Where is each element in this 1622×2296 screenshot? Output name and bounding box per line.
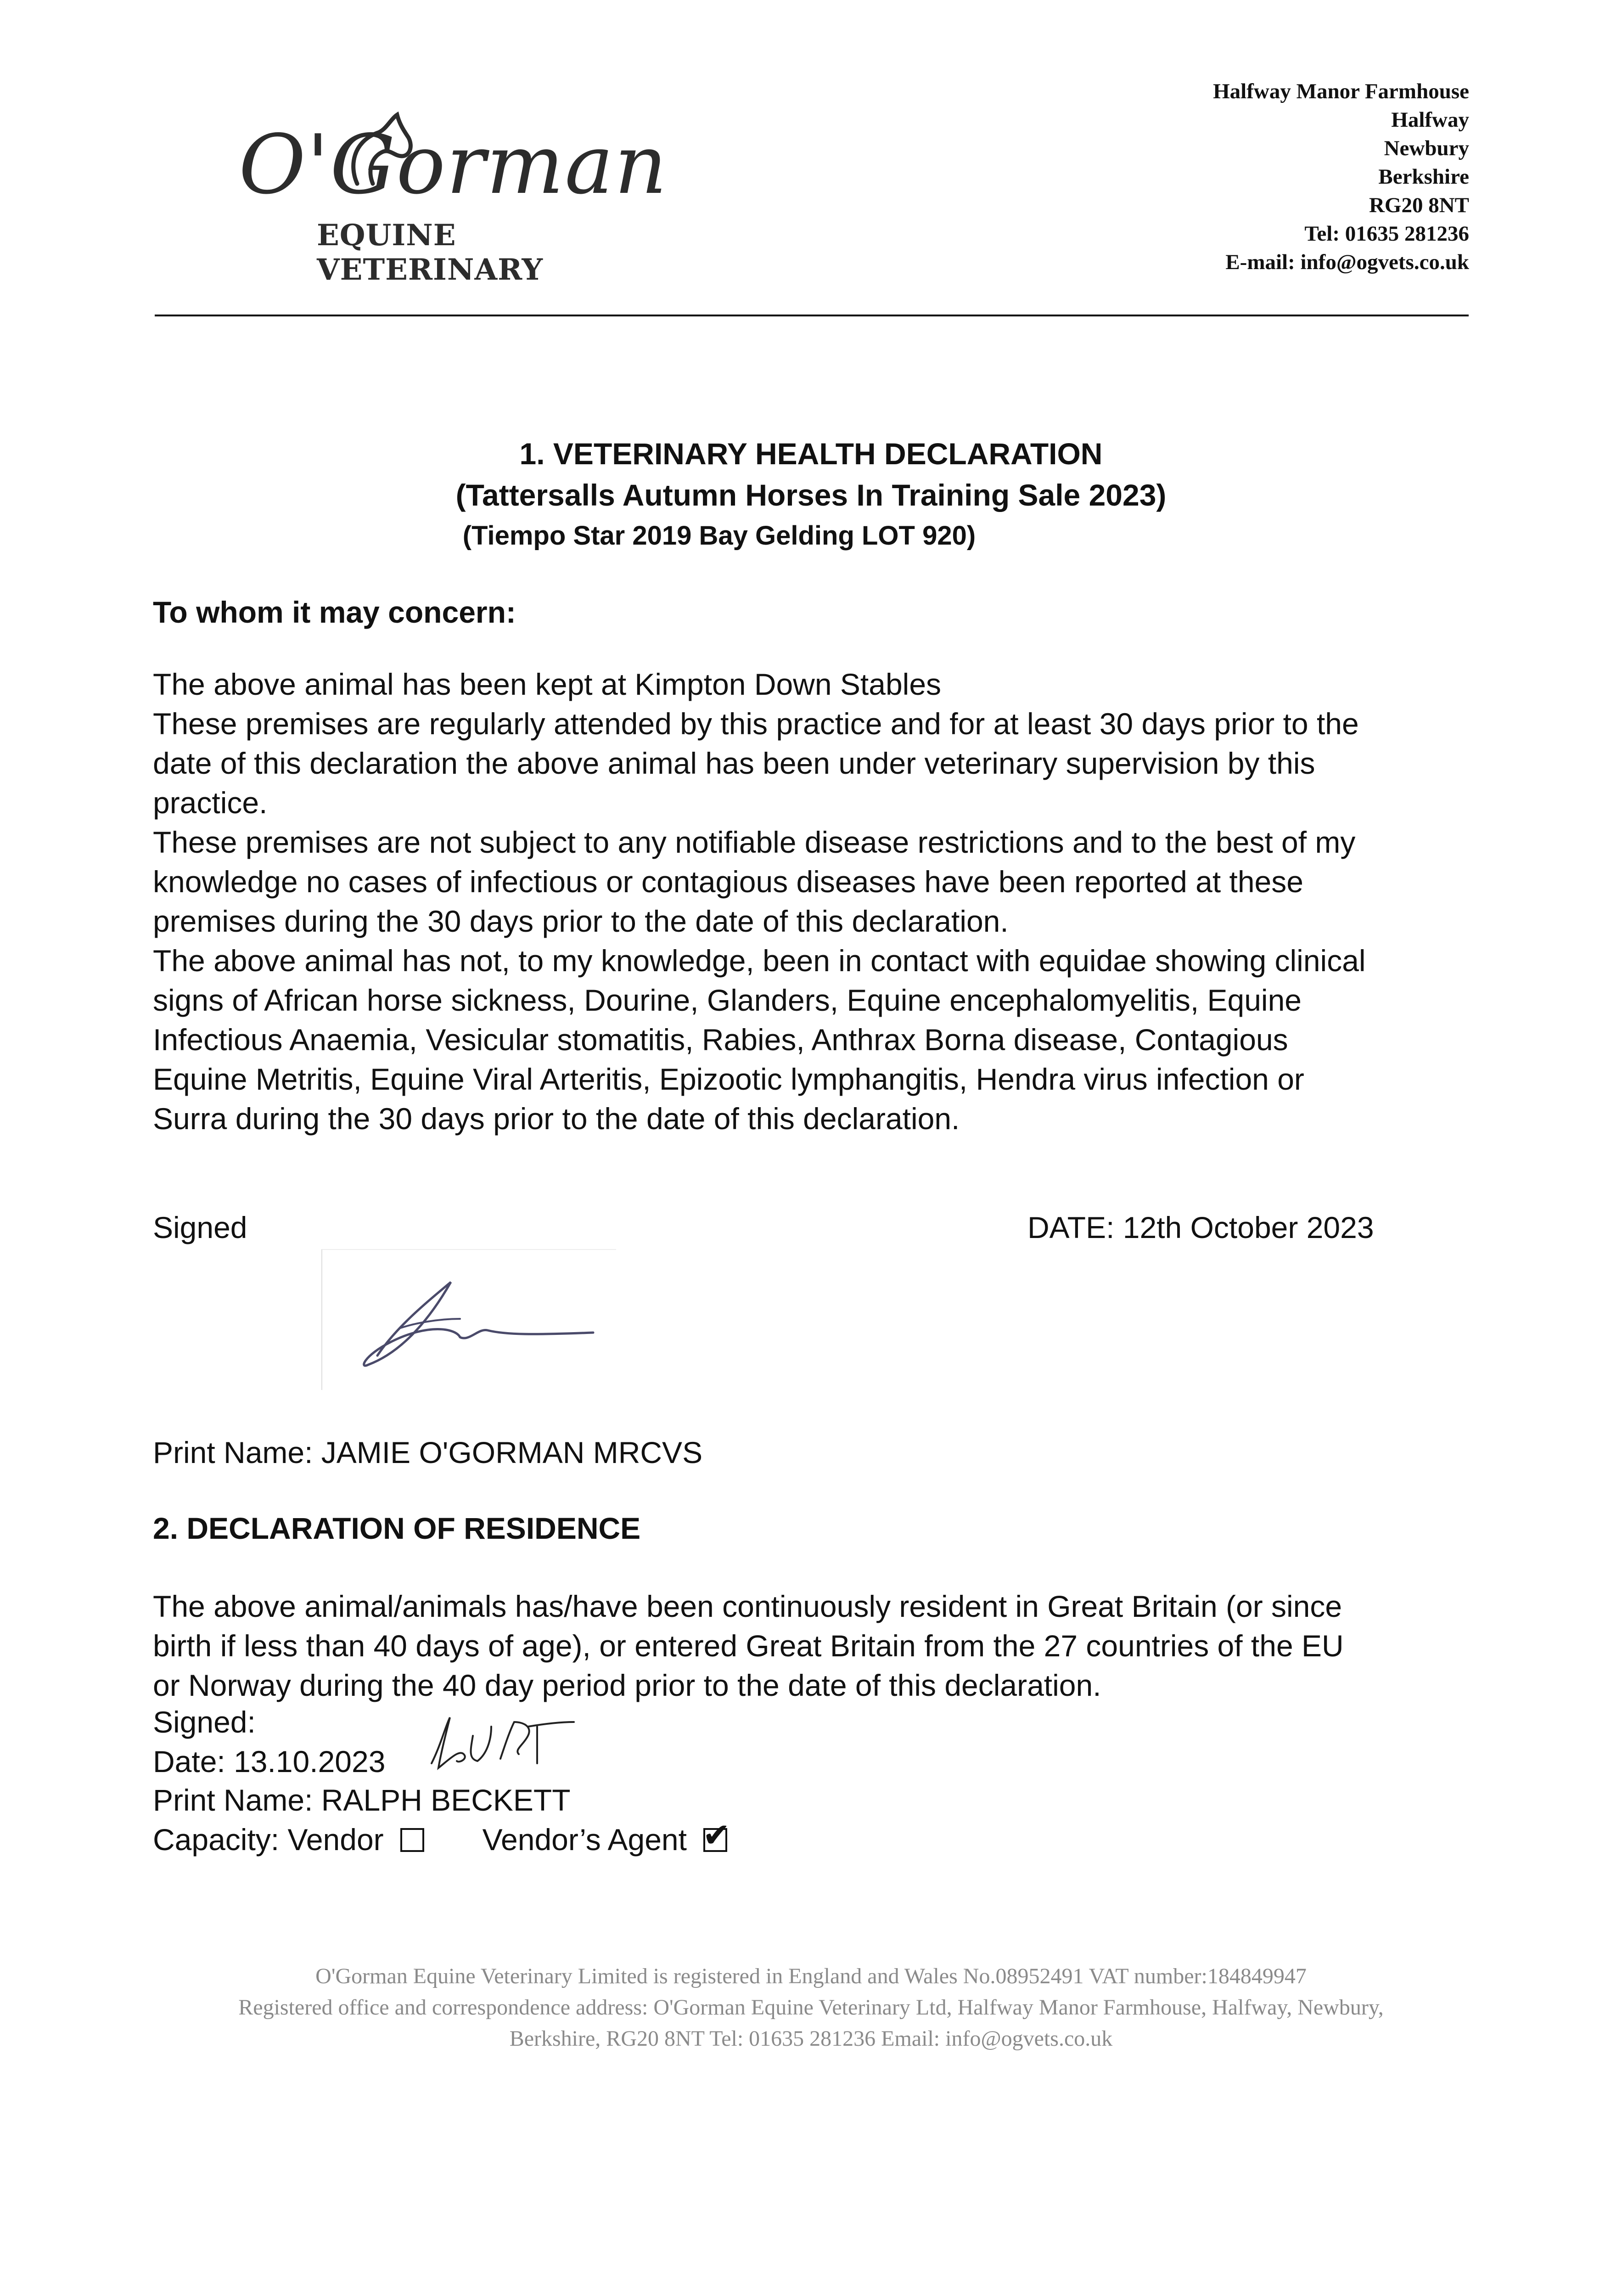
signed-label-vet: Signed	[153, 1210, 247, 1244]
logo-wordmark: O'Gorman	[239, 117, 668, 212]
print-name-vendor: Print Name: RALPH BECKETT	[153, 1783, 571, 1817]
address-line: Halfway Manor Farmhouse	[1213, 79, 1469, 103]
horse-lot-info: (Tiempo Star 2019 Bay Gelding LOT 920)	[462, 521, 976, 551]
vet-signature	[321, 1249, 616, 1390]
signed-label-vendor: Signed:	[153, 1705, 256, 1739]
residence-heading: 2. DECLARATION OF RESIDENCE	[153, 1511, 641, 1545]
health-declaration-body	[153, 664, 1484, 1138]
body-line: The above animal has been kept at Kimpton Down Stables	[153, 667, 942, 701]
declaration-date-vet: DATE: 12th October 2023	[1027, 1210, 1374, 1244]
residence-declaration-body	[153, 1587, 1484, 1705]
body-line: signs of African horse sickness, Dourine, Glanders, Equine encephalomyelitis, Equine	[153, 983, 1302, 1017]
vet-signature-scribble	[322, 1250, 616, 1390]
salutation: To whom it may concern:	[153, 595, 516, 629]
body-line: or Norway during the 40 day period prior to the date of this declaration.	[153, 1668, 1101, 1702]
vendor-checkbox[interactable]	[400, 1828, 424, 1852]
address-line: Newbury	[1384, 136, 1469, 160]
body-line: These premises are regularly attended by this practice and for at least 30 days prior to the	[153, 707, 1359, 741]
body-line: Equine Metritis, Equine Viral Arteritis, Epizootic lymphangitis, Hendra virus infection or	[153, 1062, 1304, 1096]
sale-name: (Tattersalls Autumn Horses In Training Sale 2023)	[455, 478, 1167, 512]
body-line: practice.	[153, 786, 268, 820]
practice-address	[1213, 77, 1469, 276]
body-line: These premises are not subject to any notifiable disease restrictions and to the best of my	[153, 825, 1356, 859]
body-line: premises during the 30 days prior to the date of this declaration.	[153, 904, 1009, 938]
declaration-title: 1. VETERINARY HEALTH DECLARATION	[519, 437, 1103, 471]
header-divider	[155, 315, 1469, 316]
vendors-agent-label: Vendor’s Agent	[482, 1823, 687, 1857]
print-name-vet: Print Name: JAMIE O'GORMAN MRCVS	[153, 1435, 703, 1469]
declaration-date-vendor: Date: 13.10.2023	[153, 1745, 386, 1778]
vendor-signature	[422, 1708, 578, 1779]
checkmark-icon: ✔	[702, 1817, 730, 1854]
logo-subtitle: EQUINE VETERINARY	[317, 218, 544, 287]
body-line: date of this declaration the above animal has been under veterinary supervision by this	[153, 746, 1315, 780]
address-phone: Tel: 01635 281236	[1304, 222, 1469, 246]
body-line: Surra during the 30 days prior to the date of this declaration.	[153, 1102, 960, 1136]
vendor-signature-scribble	[422, 1708, 578, 1777]
vendors-agent-checkbox[interactable]	[702, 1817, 730, 1854]
address-line: Berkshire	[1378, 165, 1469, 189]
body-line: The above animal/animals has/have been continuously resident in Great Britain (or since	[153, 1589, 1342, 1623]
footer-line: O'Gorman Equine Veterinary Limited is registered in England and Wales No.08952491 VAT number:184849947	[315, 1964, 1307, 1988]
address-email: E-mail: info@ogvets.co.uk	[1225, 250, 1469, 274]
body-line: The above animal has not, to my knowledge, been in contact with equidae showing clinical	[153, 944, 1366, 978]
company-registration-footer	[0, 1961, 1622, 2054]
capacity-label: Capacity: Vendor	[153, 1823, 384, 1857]
body-line: Infectious Anaemia, Vesicular stomatitis, Rabies, Anthrax Borna disease, Contagious	[153, 1023, 1288, 1057]
capacity-row	[153, 1817, 730, 1857]
body-line: knowledge no cases of infectious or contagious diseases have been reported at these	[153, 865, 1303, 899]
body-line: birth if less than 40 days of age), or entered Great Britain from the 27 countries of the EU	[153, 1629, 1344, 1663]
footer-line: Registered office and correspondence address: O'Gorman Equine Veterinary Ltd, Halfway Manor Farmhouse, Halfway, Newbury,	[238, 1995, 1384, 2020]
address-line: RG20 8NT	[1369, 193, 1469, 217]
address-line: Halfway	[1391, 108, 1469, 132]
footer-line: Berkshire, RG20 8NT Tel: 01635 281236 Email: info@ogvets.co.uk	[509, 2026, 1113, 2051]
company-logo	[239, 87, 679, 287]
